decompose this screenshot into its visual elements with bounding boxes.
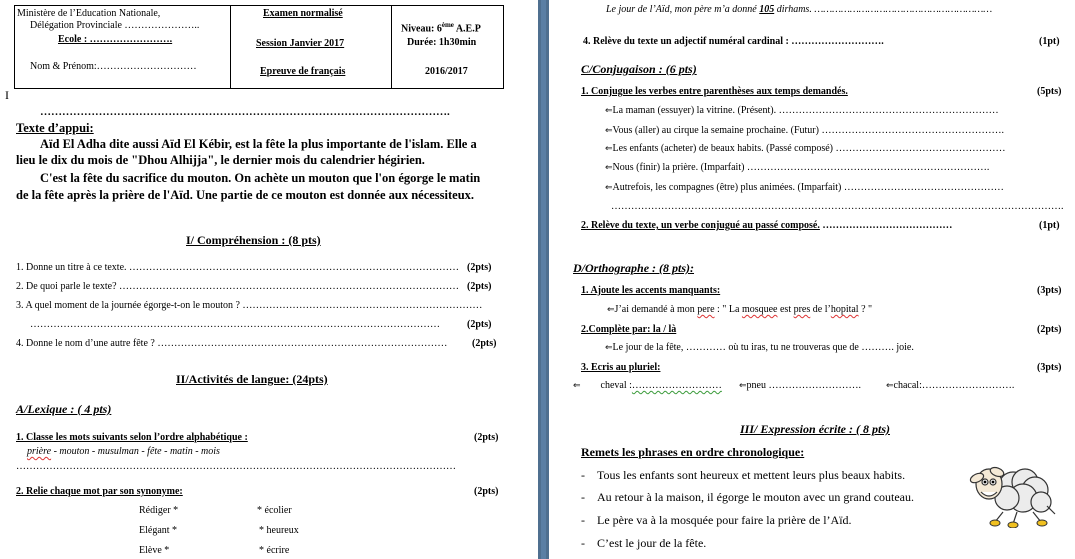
sheep-eye-right xyxy=(992,481,995,484)
header-epreuve: Epreuve de français xyxy=(260,66,346,77)
conj-item-2: ⇐Vous (aller) au cirque la semaine prochaine. (Futur) ………………………………………………. xyxy=(605,125,1004,136)
synonym-right-2: * heureux xyxy=(259,525,299,536)
para2-line1: C'est la fête du sacrifice du mouton. On achète un mouton que l'on égorge le matin xyxy=(40,171,481,185)
orthographe-q3: 3. Ecris au pluriel: xyxy=(581,362,661,373)
para2-line2: de la fête après la prière de l'Aïd. Une partie de ce mouton est donnée aux nécessiteux. xyxy=(16,188,475,202)
header-niveau: Niveau: 6ème A.E.P xyxy=(401,21,481,35)
header-divider-1 xyxy=(230,5,231,88)
expression-item-4: - C’est le jour de la fête. xyxy=(581,536,707,550)
comprehension-title: I/ Compréhension : (8 pts) xyxy=(186,233,321,247)
orthographe-q3-points: (3pts) xyxy=(1037,362,1062,373)
expression-item-3: - Le père va à la mosquée pour faire la prière de l’Aïd. xyxy=(581,513,852,527)
texte-title: Texte d’appui: xyxy=(16,121,94,135)
header-session: Session Janvier 2017 xyxy=(256,38,345,49)
conjugaison-q2: 2. Relève du texte, un verbe conjugué au passé composé. ………………………………… xyxy=(581,220,953,231)
lexique-title: A/Lexique : ( 4 pts) xyxy=(16,402,112,416)
lexique-q2: 2. Relie chaque mot par son synonyme: xyxy=(16,486,183,497)
conj-item-4: ⇐Nous (finir) la prière. (Imparfait) ………………………………………………………………. xyxy=(605,162,990,173)
expression-instruction: Remets les phrases en ordre chronologique: xyxy=(581,445,805,459)
lexique-q1: 1. Classe les mots suivants selon l’ordre alphabétique : xyxy=(16,432,248,443)
header-duree: Durée: 1h30min xyxy=(407,37,477,48)
page-right xyxy=(549,0,1075,559)
question-1: 1. Donne un titre à ce texte. ……………………………………………………………………………………… xyxy=(16,262,460,273)
sheep-eye-left xyxy=(984,481,987,484)
expression-item-2: - Au retour à la maison, il égorge le mouton avec un grand couteau. xyxy=(581,490,915,504)
question-2-points: (2pts) xyxy=(467,281,492,292)
carryover-line: Le jour de l’Aïd, mon père m’a donné 105 dirhams. …………………………………………………… xyxy=(606,4,993,15)
orthographe-q2: 2.Complète par: la / là xyxy=(581,324,677,335)
right-question-4: 4. Relève du texte un adjectif numéral cardinal : ………………………. xyxy=(583,36,884,47)
orthographe-sentence-2: ⇐Le jour de la fête, ………… où tu iras, tu ne trouveras que de ………. joie. xyxy=(605,342,914,353)
orthographe-sentence-1: ⇐J’ai demandé à mon pere : " La mosquee est pres de l’hopital ? " xyxy=(607,304,873,315)
plural-chacal: ⇐chacal:………………………. xyxy=(886,380,1015,391)
sheep-illustration xyxy=(963,456,1061,528)
header-delegation: Délégation Provinciale ………………….. xyxy=(30,20,200,31)
expression-title: III/ Expression écrite : ( 8 pts) xyxy=(740,422,890,436)
synonym-right-3: * écrire xyxy=(259,545,290,556)
expression-item-1: - Tous les enfants sont heureux et mettent leurs plus beaux habits. xyxy=(581,468,906,482)
synonym-left-3: Elève * xyxy=(139,545,170,556)
para1-line1: Aïd El Adha dite aussi Aïd El Kébir, est la fête la plus importante de l'islam. Elle a xyxy=(40,137,477,151)
question-1-points: (2pts) xyxy=(467,262,492,273)
orthographe-q2-points: (2pts) xyxy=(1037,324,1062,335)
header-divider-2 xyxy=(391,5,392,88)
activites-title: II/Activités de langue: (24pts) xyxy=(176,372,328,386)
header-ministry: Ministère de l’Education Nationale, xyxy=(17,8,161,19)
question-3-points: (2pts) xyxy=(467,319,492,330)
question-3: 3. A quel moment de la journée égorge-t-on le mouton ? ……………………………………………………………… xyxy=(16,300,483,311)
conj-item-3: ⇐Les enfants (acheter) de beaux habits. (Passé composé) …………………………………………… xyxy=(605,143,1006,154)
lexique-word-list: prière - mouton - musulman - fête - matin - mois xyxy=(27,446,220,457)
question-3-continuation: …………………………………………………………………………………………………………… xyxy=(30,319,440,330)
conjugaison-title: C/Conjugaison : (6 pts) xyxy=(581,62,697,76)
plural-pneu: ⇐pneu ………………………. xyxy=(739,380,861,391)
lexique-q1-points: (2pts) xyxy=(474,432,499,443)
conj-item-1: ⇐La maman (essuyer) la vitrine. (Présent). ………………………………………………………… xyxy=(605,105,999,116)
synonym-right-1: * écolier xyxy=(257,505,292,516)
text-cursor: I xyxy=(5,88,9,102)
question-2: 2. De quoi parle le texte? ………………………………………………………………………………………… xyxy=(16,281,460,292)
question-4: 4. Donne le nom d’une autre fête ? …………………………………………………………………………… xyxy=(16,338,448,349)
header-ecole: Ecole : ……………………. xyxy=(58,34,173,45)
header-nom: Nom & Prénom:………………………… xyxy=(30,61,197,72)
lexique-q2-points: (2pts) xyxy=(474,486,499,497)
right-question-4-points: (1pt) xyxy=(1039,36,1060,47)
dotted-line: …………………………………………………………………………………………………. xyxy=(40,106,450,118)
orthographe-title: D/Orthographe : (8 pts): xyxy=(573,261,695,275)
orthographe-q1: 1. Ajoute les accents manquants: xyxy=(581,285,721,296)
question-4-points: (2pts) xyxy=(472,338,497,349)
lexique-dots: …………………………………………………………………………………………………………………… xyxy=(16,461,456,472)
synonym-left-1: Rédiger * xyxy=(139,505,179,516)
conjugaison-q1: 1. Conjugue les verbes entre parenthèses aux temps demandés. xyxy=(581,86,848,97)
conjugaison-q1-points: (5pts) xyxy=(1037,86,1062,97)
conj-item-5: ⇐Autrefois, les compagnes (être) plus animées. (Imparfait) ………………………………………… xyxy=(605,182,1004,193)
para1-line2: lieu le dix du mois de "Dhou Alhijja", le dernier mois du calendrier hégirien. xyxy=(16,153,425,167)
orthographe-q1-points: (3pts) xyxy=(1037,285,1062,296)
header-exam: Examen normalisé xyxy=(263,8,343,19)
page-gutter-inner xyxy=(541,0,546,559)
synonym-left-2: Elégant * xyxy=(139,525,178,536)
plural-cheval: ⇐ cheval :……………………… xyxy=(573,380,722,391)
conjugaison-q2-points: (1pt) xyxy=(1039,220,1060,231)
header-year: 2016/2017 xyxy=(425,66,468,77)
conj-dots: ………………………………………………………………………………………………………………………. xyxy=(611,201,1064,212)
